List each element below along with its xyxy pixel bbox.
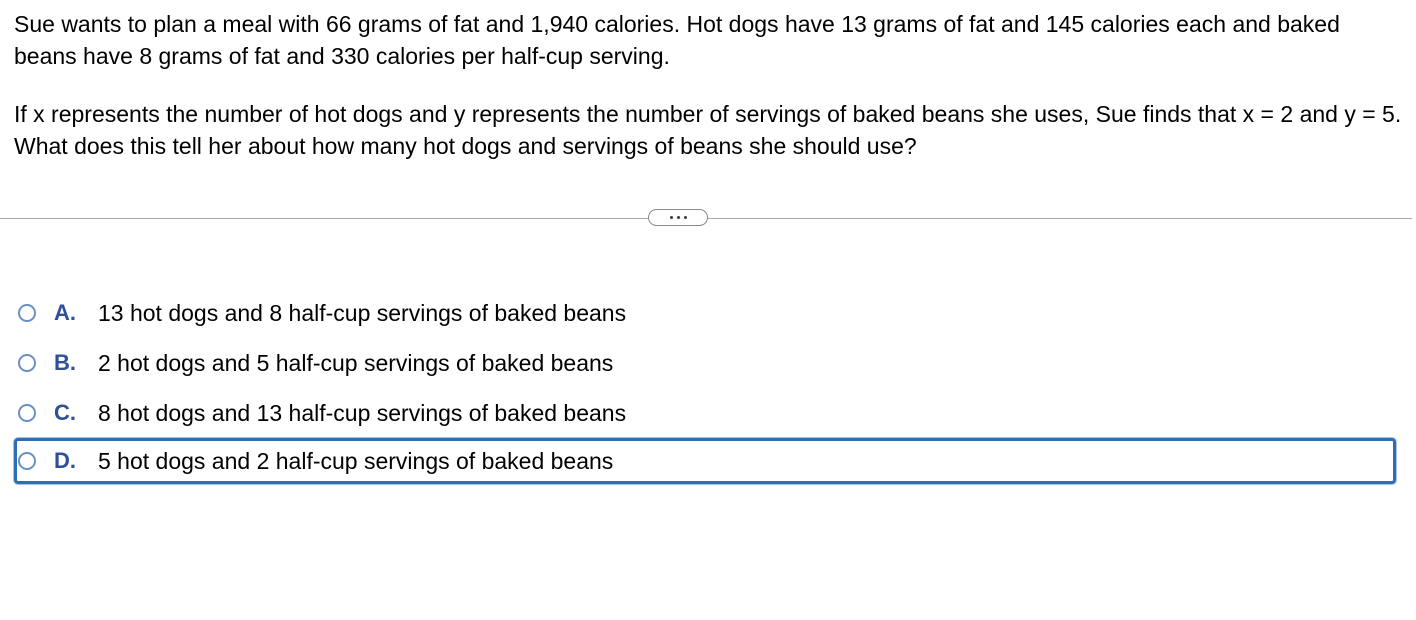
option-b[interactable] bbox=[14, 340, 1396, 386]
option-text: 5 hot dogs and 2 half-cup servings of baked beans bbox=[98, 447, 614, 474]
ellipsis-icon bbox=[670, 216, 673, 219]
option-text: 8 hot dogs and 13 half-cup servings of baked beans bbox=[98, 399, 627, 426]
option-text: 2 hot dogs and 5 half-cup servings of baked beans bbox=[98, 349, 614, 376]
option-letter: A. bbox=[54, 300, 76, 325]
expand-more-button[interactable] bbox=[648, 209, 708, 226]
option-letter: B. bbox=[54, 350, 76, 375]
ellipsis-icon bbox=[677, 216, 680, 219]
question-text bbox=[14, 8, 1404, 162]
option-d[interactable] bbox=[14, 438, 1396, 484]
question-paragraph-2: If x represents the number of hot dogs and y represents the number of servings of baked beans she uses, Sue finds that x = 2 and y = 5. What does this tell her about how many hot dogs and servings of beans she should use? bbox=[14, 101, 1402, 159]
ellipsis-icon bbox=[684, 216, 687, 219]
option-text: 13 hot dogs and 8 half-cup servings of baked beans bbox=[98, 299, 627, 326]
question-paragraph-1: Sue wants to plan a meal with 66 grams of fat and 1,940 calories. Hot dogs have 13 grams of fat and 145 calories each and baked beans have 8 grams of fat and 330 calories per half-cup serving. bbox=[14, 11, 1340, 69]
radio-button[interactable] bbox=[18, 452, 36, 470]
radio-button[interactable] bbox=[18, 354, 36, 372]
radio-button[interactable] bbox=[18, 404, 36, 422]
option-letter: D. bbox=[54, 448, 76, 473]
option-letter: C. bbox=[54, 400, 76, 425]
option-c[interactable] bbox=[14, 390, 1396, 436]
option-a[interactable] bbox=[14, 290, 1396, 336]
radio-button[interactable] bbox=[18, 304, 36, 322]
